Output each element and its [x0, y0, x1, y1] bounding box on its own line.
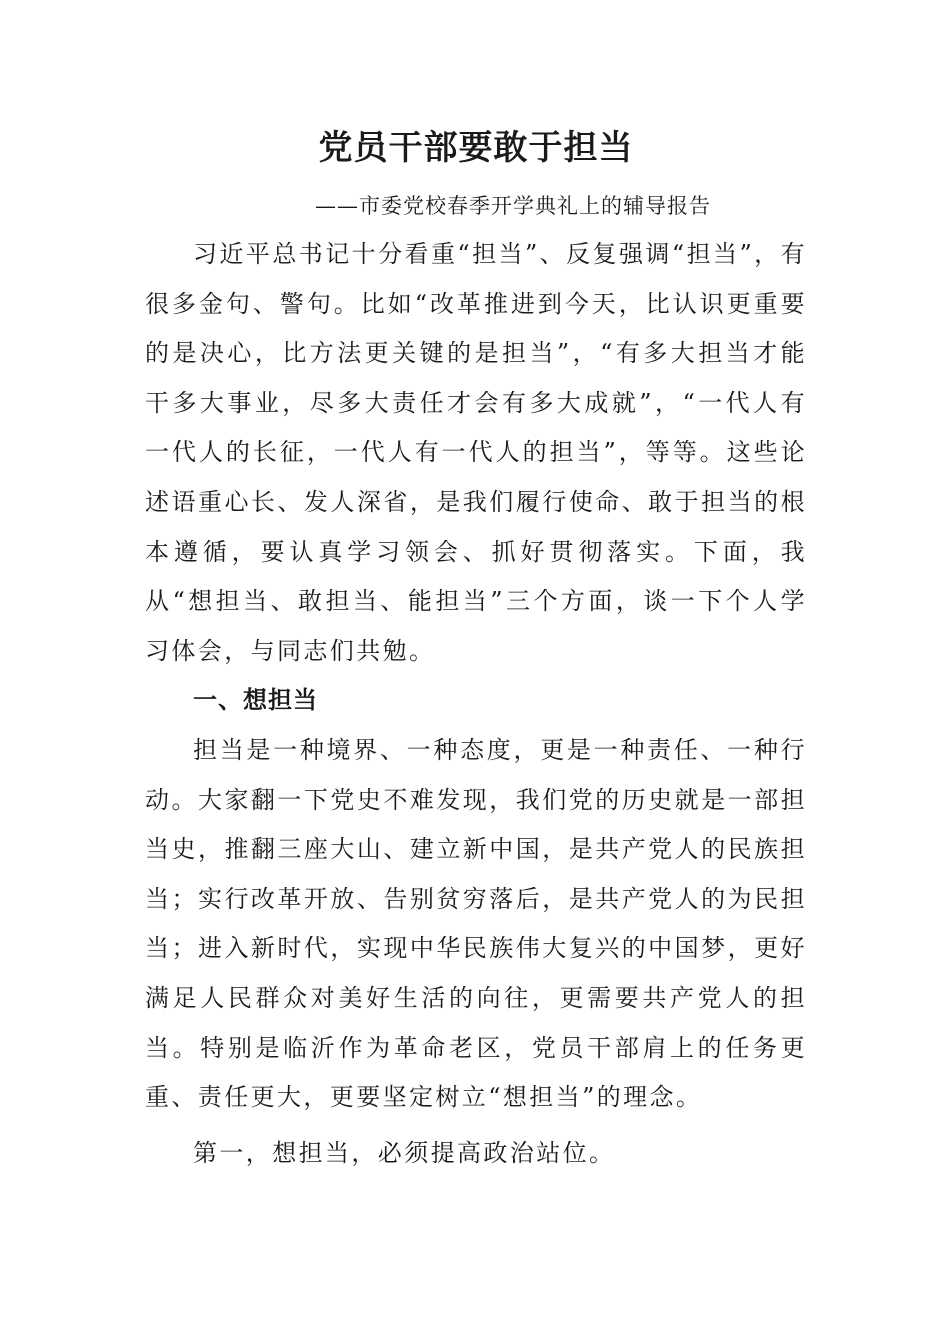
point-paragraph: 第一，想担当，必须提高政治站位。	[193, 1138, 616, 1167]
intro-paragraph: 习近平总书记十分看重“担当”、反复强调“担当”，有很多金句、警句。比如“改革推进到今天，比认识更重要的是决心，比方法更关键的是担当”，“有多大担当才能干多大事业，尽多大责任才会有多大成就”，“一代人有一代人的长征，一代人有一代人的担当”，等等。这些论述语重心长、发人深省，是我们履行使命、敢于担当的根本遵循，要认真学习领会、抓好贯彻落实。下面，我从“想担当、敢担当、能担当”三个方面，谈一下个人学习体会，与同志们共勉。	[145, 240, 807, 665]
document-title: 党员干部要敢于担当	[318, 128, 634, 168]
section-paragraph: 担当是一种境界、一种态度，更是一种责任、一种行动。大家翻一下党史不难发现，我们党的历史就是一部担当史，推翻三座大山、建立新中国，是共产党人的民族担当；实行改革开放、告别贫穷落后，是共产党人的为民担当；进入新时代，实现中华民族伟大复兴的中国梦，更好满足人民群众对美好生活的向往，更需要共产党人的担当。特别是临沂作为革命老区，党员干部肩上的任务更重、责任更大，更要坚定树立“想担当”的理念。	[145, 735, 807, 1112]
document-subtitle: ——市委党校春季开学典礼上的辅导报告	[315, 194, 711, 218]
section-heading: 一、想担当	[193, 686, 318, 715]
document-page	[145, 118, 807, 1178]
